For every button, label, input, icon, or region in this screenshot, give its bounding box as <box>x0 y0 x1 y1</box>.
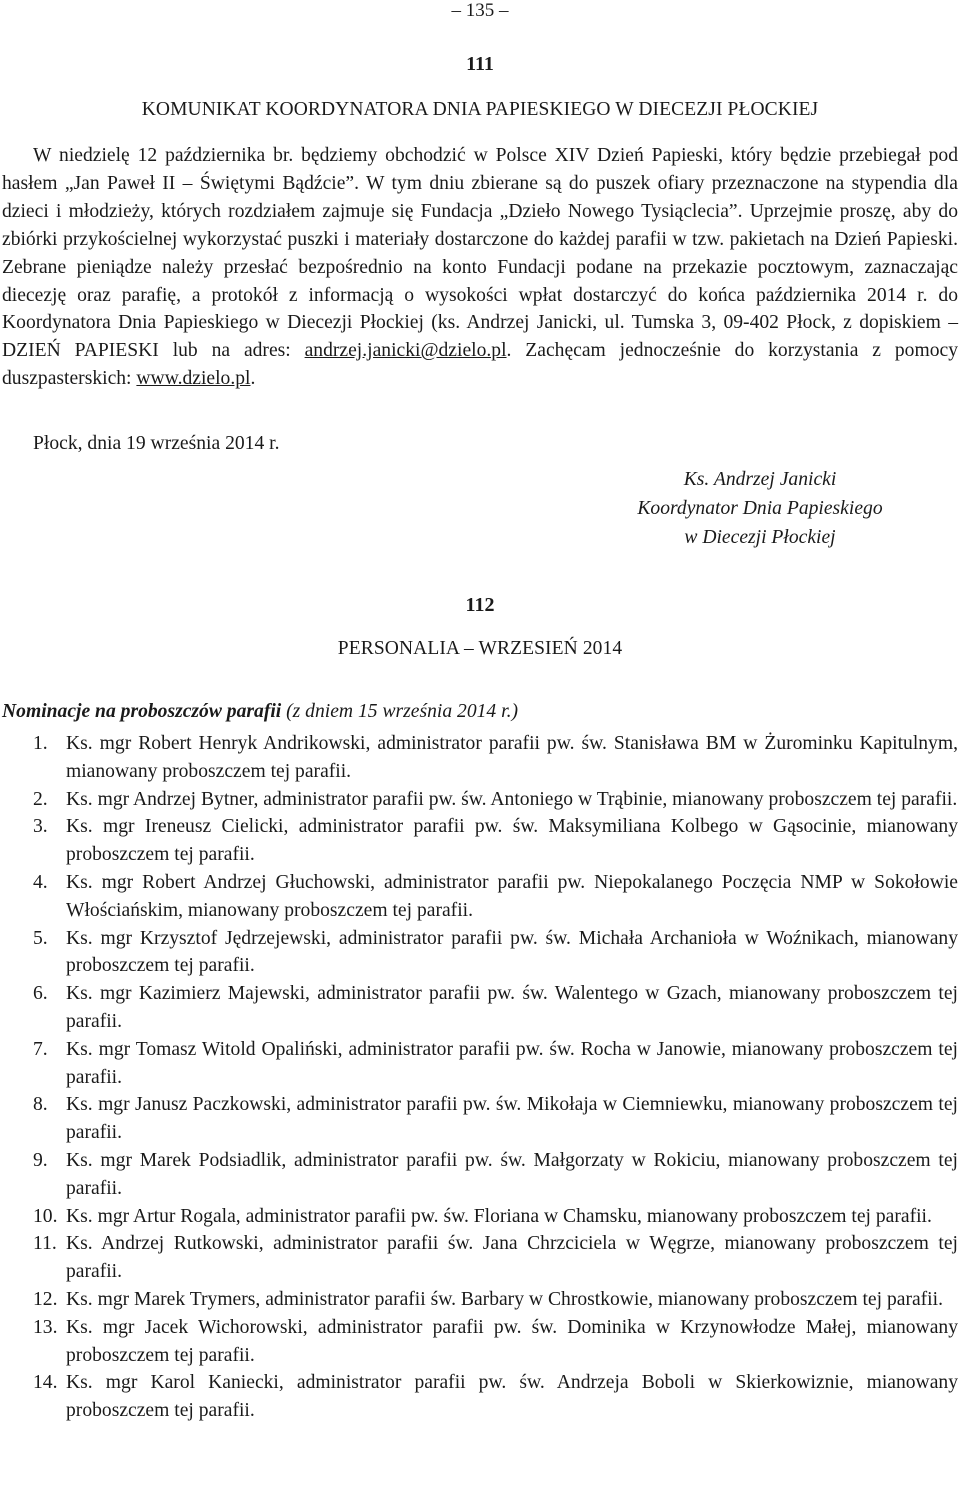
list-item-number: 2. <box>33 788 48 810</box>
list-item <box>0 786 958 814</box>
list-item-number: 9. <box>33 1149 48 1171</box>
list-item-number: 12. <box>33 1288 58 1310</box>
list-item <box>0 1286 958 1314</box>
page-number: – 135 – <box>451 0 509 21</box>
list-item-text: Ks. mgr Robert Andrzej Głuchowski, administrator parafii pw. Niepokalanego Poczęcia NMP w Sokołowie Włościańskim, mianowany proboszczem tej parafii. <box>66 871 958 921</box>
section-number-111: 111 <box>466 53 494 75</box>
list-item-number: 11. <box>33 1233 57 1255</box>
list-item-text: Ks. mgr Kazimierz Majewski, administrator parafii pw. św. Walentego w Gzach, mianowany proboszczem tej parafii. <box>66 983 958 1032</box>
list-item-number: 6. <box>33 983 48 1005</box>
signature-role: Koordynator Dnia Papieskiego <box>637 498 883 519</box>
section-title-111: KOMUNIKAT KOORDYNATORA DNIA PAPIESKIEGO W DIECEZJI PŁOCKIEJ <box>141 99 819 120</box>
list-item <box>0 813 958 869</box>
list-item-text: Ks. mgr Krzysztof Jędrzejewski, administrator parafii pw. św. Michała Archanioła w Woźnikach, mianowany proboszczem tej parafii. <box>66 927 958 977</box>
list-item-text: Ks. Andrzej Rutkowski, administrator parafii św. Jana Chrzciciela w Węgrze, mianowany proboszczem tej parafii. <box>66 1233 958 1283</box>
list-item-text: Ks. mgr Marek Podsiadlik, administrator parafii pw. św. Małgorzaty w Rokiciu, mianowany proboszczem tej parafii. <box>66 1149 958 1199</box>
signature-block <box>540 465 960 552</box>
section-number-112: 112 <box>465 594 495 616</box>
list-item-number: 4. <box>33 871 48 893</box>
announcement-body <box>2 142 958 393</box>
list-item-text: Ks. mgr Artur Rogala, administrator parafii pw. św. Floriana w Chamsku, mianowany proboszczem tej parafii. <box>66 1205 932 1227</box>
list-item <box>0 1036 958 1092</box>
list-item-number: 10. <box>33 1205 58 1227</box>
announcement-text-part3: . <box>250 368 256 390</box>
announcement-paragraph <box>2 142 958 393</box>
list-item <box>0 1203 958 1231</box>
nominations-list <box>0 730 958 1425</box>
signature-name: Ks. Andrzej Janicki <box>683 469 837 490</box>
place-date: Płock, dnia 19 września 2014 r. <box>33 433 280 454</box>
list-item-text: Ks. mgr Marek Trymers, administrator parafii św. Barbary w Chrostkowie, mianowany proboszczem tej parafii. <box>66 1288 943 1310</box>
list-item <box>0 1147 958 1203</box>
nominations-heading <box>2 698 518 725</box>
list-item-number: 7. <box>33 1038 48 1060</box>
announcement-text-part2: . Zachęcam jednocześnie do korzystania z pomocy duszpasterskich: <box>2 340 958 390</box>
nominations-heading-bold: Nominacje na proboszczów parafii <box>2 701 282 722</box>
list-item-number: 13. <box>33 1316 58 1338</box>
section-title-112: PERSONALIA – WRZESIEŃ 2014 <box>337 638 623 659</box>
list-item-text: Ks. mgr Andrzej Bytner, administrator parafii pw. św. Antoniego w Trąbinie, mianowany proboszczem tej parafii. <box>66 788 958 810</box>
list-item-number: 3. <box>33 816 48 838</box>
email-link[interactable]: andrzej.janicki@dzielo.pl <box>304 340 507 362</box>
list-item <box>0 1230 958 1286</box>
list-item-text: Ks. mgr Karol Kaniecki, administrator parafii pw. św. Andrzeja Boboli w Skierkowiznie, mianowany proboszczem tej parafii. <box>66 1372 958 1422</box>
nominations-heading-date: (z dniem 15 września 2014 r.) <box>281 701 518 722</box>
list-item-text: Ks. mgr Jacek Wichorowski, administrator parafii pw. św. Dominika w Krzynowłodze Małej, mianowany proboszczem tej parafii. <box>66 1316 958 1366</box>
list-item <box>0 1091 958 1147</box>
list-item-text: Ks. mgr Robert Henryk Andrikowski, administrator parafii pw. św. Stanisława BM w Żurominku Kapitulnym, mianowany proboszczem tej parafii. <box>66 733 958 782</box>
list-item-number: 8. <box>33 1094 48 1116</box>
list-item-text: Ks. mgr Janusz Paczkowski, administrator parafii pw. św. Mikołaja w Ciemniewku, mianowany proboszczem tej parafii. <box>66 1094 958 1144</box>
list-item <box>0 730 958 786</box>
list-item-text: Ks. mgr Ireneusz Cielicki, administrator parafii pw. św. Maksymiliana Kolbego w Gąsocinie, mianowany proboszczem tej parafii. <box>66 816 958 866</box>
list-item-number: 1. <box>33 733 48 754</box>
website-link[interactable]: www.dzielo.pl <box>136 368 251 390</box>
list-item <box>0 980 958 1036</box>
announcement-text-part1: W niedzielę 12 października br. będziemy obchodzić w Polsce XIV Dzień Papieski, który będzie przebiegał pod hasłem „Jan Paweł II – Świętymi Bądźcie”. W tym dniu zbierane są do puszek ofiary przeznaczone na stypendia dla dzieci i młodzieży, których rozdziałem zajmuje się Fundacja „Dzieło Nowego Tysiąclecia”. Uprzejmie proszę, aby do zbiórki przykościelnej wykorzystać puszki i materiały dostarczone do każdej parafii w tzw. pakietach na Dzień Papieski. Zebrane pieniądze należy przesłać bezpośrednio na konto Fundacji podane na przekazie pocztowym, zaznaczając diecezję oraz parafię, a protokół z informacją o wysokości wpłat dostarczyć do końca października 2014 r. do Koordynatora Dnia Papieskiego w Diecezji Płockiej (ks. Andrzej Janicki, ul. Tumska 3, 09-402 Płock, z dopiskiem – DZIEŃ PAPIESKI lub na adres: <box>2 145 958 362</box>
list-item-text: Ks. mgr Tomasz Witold Opaliński, administrator parafii pw. św. Rocha w Janowie, mianowany proboszczem tej parafii. <box>66 1038 958 1088</box>
list-item-number: 14. <box>33 1372 58 1394</box>
list-item-number: 5. <box>33 927 48 949</box>
list-item <box>0 1314 958 1370</box>
signature-place: w Diecezji Płockiej <box>684 527 836 548</box>
list-item <box>0 869 958 925</box>
list-item <box>0 1369 958 1425</box>
list-item <box>0 925 958 981</box>
